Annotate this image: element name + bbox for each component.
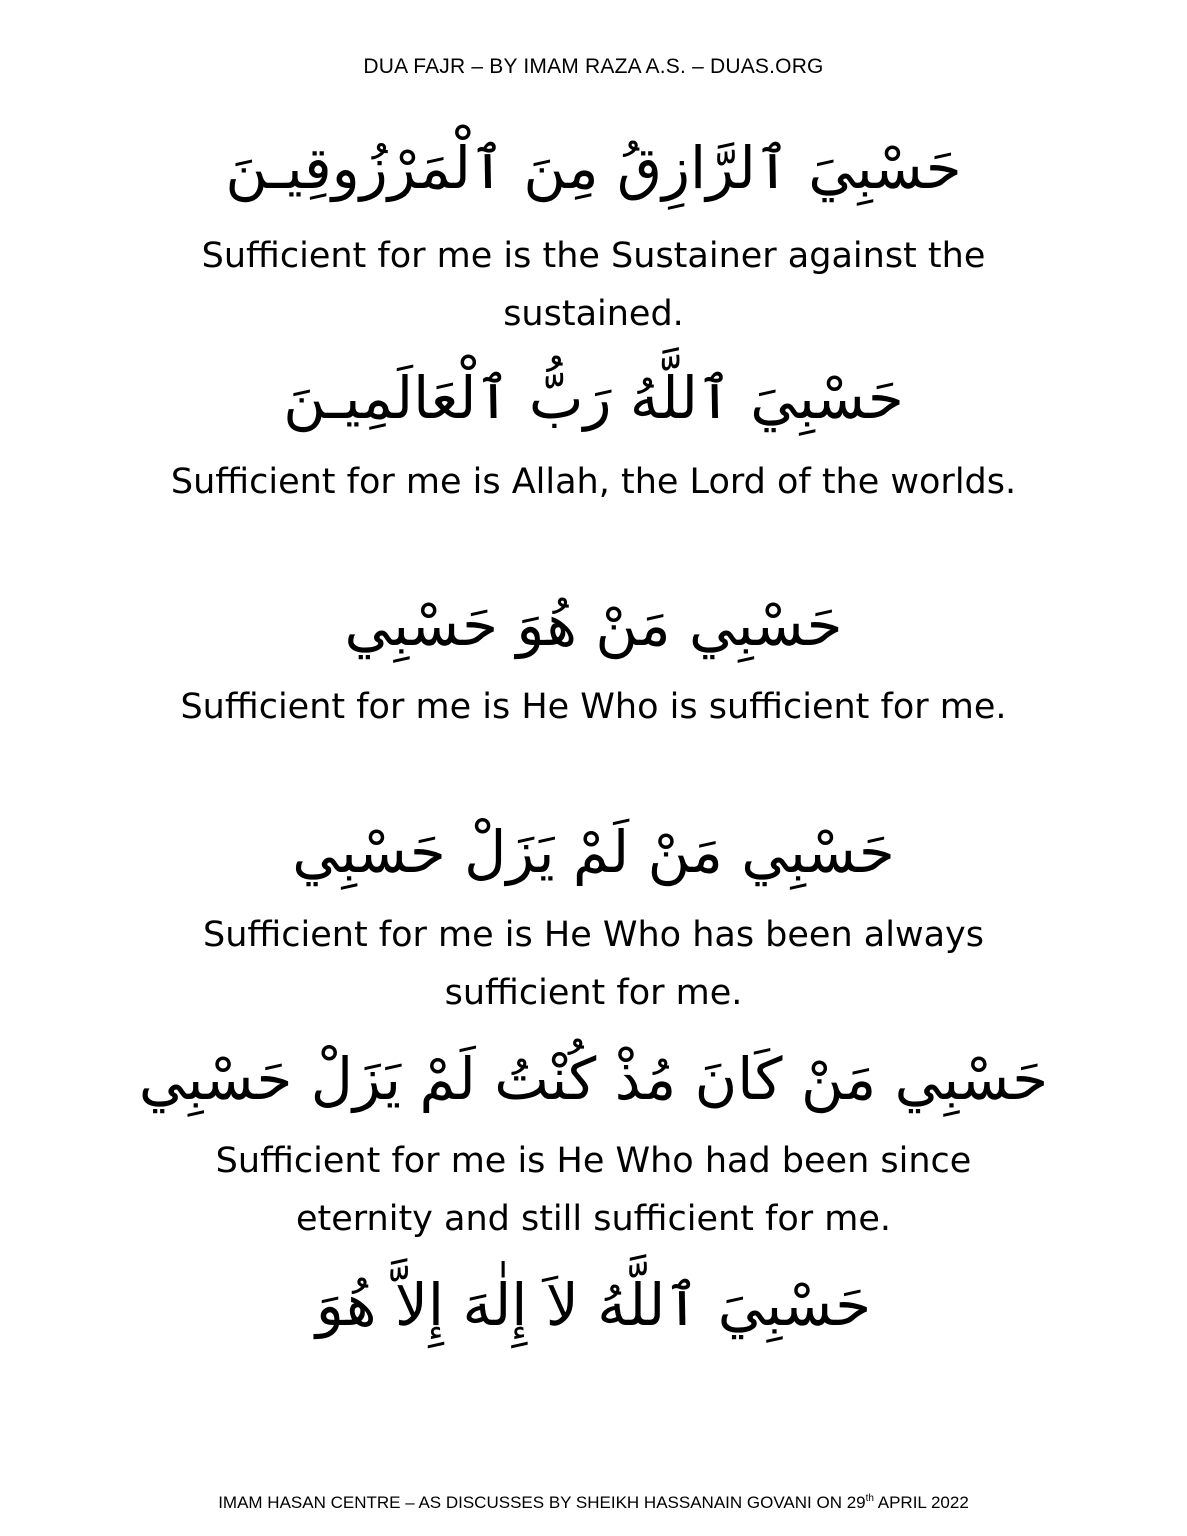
verse-5-translation: Sufficient for me is He Who had been since eternity and still sufficient for me. (215, 1141, 972, 1239)
verse-1-translation: Sufficient for me is the Sustainer against the sustained. (201, 236, 986, 334)
footer-text-end: APRIL 2022 (873, 1493, 969, 1512)
footer-text-start: IMAM HASAN CENTRE – AS DISCUSSES BY SHEIKH HASSANAIN GOVANI ON 29 (218, 1493, 866, 1512)
verse-2-translation: Sufficient for me is Allah, the Lord of the worlds. (170, 462, 1017, 502)
page-footer (0, 1493, 1187, 1513)
verse-1-arabic: حَسْبِيَ ٱلرَّازِقُ مِنَ ٱلْمَرْزُوقِيـنَ (225, 134, 962, 202)
verse-5-arabic: حَسْبِي مَنْ كَانَ مُذْ كُنْتُ لَمْ يَزَلْ حَسْبِي (138, 1045, 1049, 1113)
verse-3-translation: Sufficient for me is He Who is sufficient for me. (180, 687, 1007, 727)
verse-4-arabic: حَسْبِي مَنْ لَمْ يَزَلْ حَسْبِي (292, 818, 895, 886)
verse-4-translation: Sufficient for me is He Who has been always sufficient for me. (203, 915, 984, 1013)
footer-superscript: th (865, 1493, 874, 1504)
page-header: DUA FAJR – BY IMAM RAZA A.S. – DUAS.ORG (363, 55, 824, 78)
verse-6-arabic: حَسْبِيَ ٱللَّهُ لاَ إِلٰهَ إِلاَّ هُوَ (315, 1271, 872, 1339)
verse-3-arabic: حَسْبِي مَنْ هُوَ حَسْبِي (344, 591, 843, 659)
verse-2-arabic: حَسْبِيَ ٱللَّهُ رَبُّ ٱلْعَالَمِيـنَ (283, 364, 904, 432)
